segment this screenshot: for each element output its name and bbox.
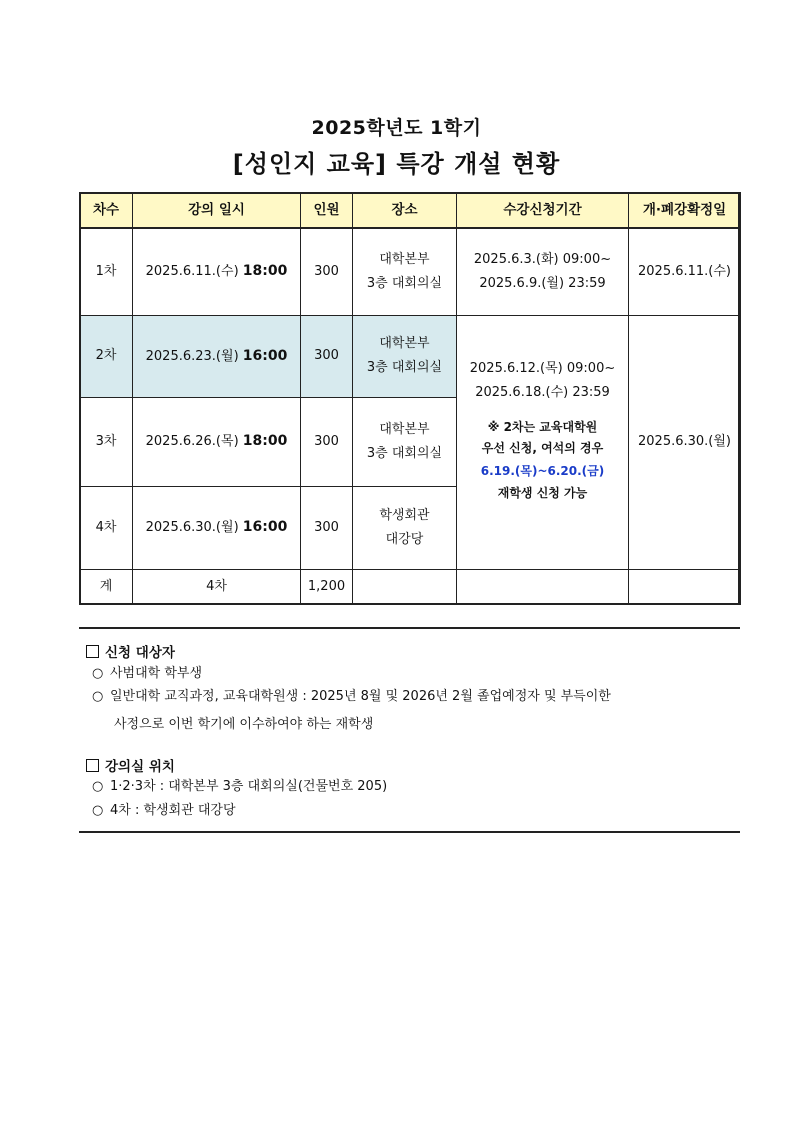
header-confirm-date: 개·폐강확정일 [629,193,741,229]
total-rounds: 4차 [133,569,301,604]
section-location-title: 강의실 위치 [86,755,175,775]
header-datetime: 강의 일시 [133,193,301,229]
datetime-cell: 2025.6.11.(수) 18:00 [133,228,301,315]
page-title-year: 2025학년도 1학기 [311,117,482,139]
shared-confirm-date-cell: 2025.6.30.(월) [629,315,741,569]
lecture-schedule-table [79,192,741,605]
notice-note: ※ 2차는 교육대학원 [487,419,598,434]
divider-bottom [79,831,740,833]
total-label: 계 [80,569,133,604]
divider-top [79,627,740,629]
list-item: ○ 사범대학 학부생 [92,662,732,686]
list-item: ○ 1·2·3차 : 대학본부 3층 대회의실(건물번호 205) [92,775,732,799]
list-item-continuation: 사정으로 이번 학기에 이수하여야 하는 재학생 [114,717,374,732]
datetime-cell: 2025.6.26.(목) 18:00 [133,397,301,486]
round-cell: 1차 [80,228,133,315]
header-people: 인원 [301,193,353,229]
datetime-cell: 2025.6.23.(월) 16:00 [133,315,301,397]
checkbox-square-icon [86,759,99,772]
place-cell: 대학본부 3층 대회의실 [353,228,457,315]
place-cell: 학생회관 대강당 [353,486,457,569]
place-cell: 대학본부 3층 대회의실 [353,315,457,397]
circle-bullet-icon: ○ [92,803,104,818]
checkbox-square-icon [86,645,99,658]
table-row [80,315,741,397]
period-cell: 2025.6.3.(화) 09:00~ 2025.6.9.(월) 23:59 [457,228,629,315]
section-target-title: 신청 대상자 [86,641,175,661]
list-item: ○ 일반대학 교직과정, 교육대학원생 : 2025년 8월 및 2026년 2월 졸업예정자 및 부득이한 [92,685,732,709]
people-cell: 300 [301,315,353,397]
circle-bullet-icon: ○ [92,689,104,704]
header-place: 장소 [353,193,457,229]
people-cell: 300 [301,228,353,315]
notice-dates: 6.19.(목)~6.20.(금) [480,463,605,478]
total-row [80,569,741,604]
people-cell: 300 [301,486,353,569]
header-period: 수강신청기간 [457,193,629,229]
page-title-main: [성인지 교육] 특강 개설 현황 [232,150,561,178]
total-people: 1,200 [301,569,353,604]
header-round: 차수 [80,193,133,229]
round-cell: 2차 [80,315,133,397]
circle-bullet-icon: ○ [92,779,104,794]
table-row [80,228,741,315]
circle-bullet-icon: ○ [92,666,104,681]
confirm-date-cell: 2025.6.11.(수) [629,228,741,315]
datetime-cell: 2025.6.30.(월) 16:00 [133,486,301,569]
list-item: ○ 4차 : 학생회관 대강당 [92,799,732,823]
round-cell: 3차 [80,397,133,486]
round-cell: 4차 [80,486,133,569]
place-cell: 대학본부 3층 대회의실 [353,397,457,486]
shared-period-cell: 2025.6.12.(목) 09:00~ 2025.6.18.(수) 23:59 ※ 2차는 교육대학원 우선 신청, 여석의 경우 6.19.(목)~6.20.(금) 재학생 신청 가능 [457,315,629,569]
table-header-row [80,193,741,229]
people-cell: 300 [301,397,353,486]
